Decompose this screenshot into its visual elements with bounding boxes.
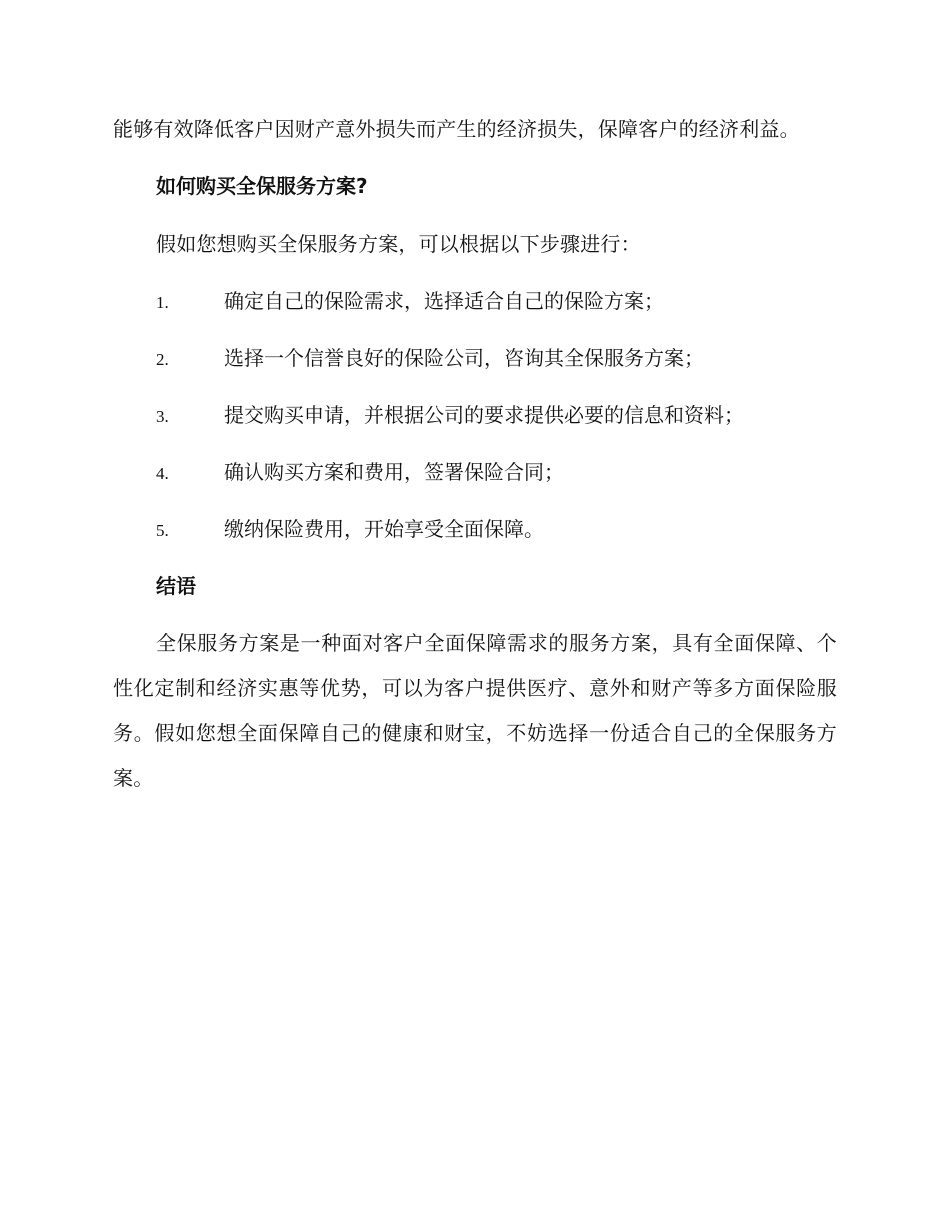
step-text: 确定自己的保险需求，选择适合自己的保险方案； (224, 289, 664, 313)
list-item (113, 507, 837, 552)
list-item (113, 336, 837, 381)
conclusion-paragraph: 全保服务方案是一种面对客户全面保障需求的服务方案，具有全面保障、个性化定制和经济实惠等优势，可以为客户提供医疗、意外和财产等多方面保险服务。假如您想全面保障自己的健康和财宝，不妨选择一份适合自己的全保服务方案。 (113, 631, 837, 790)
purchase-steps-list (113, 279, 837, 552)
section-heading-conclusion: 结语 (156, 574, 196, 598)
step-number: 1. (156, 293, 169, 312)
step-number: 3. (156, 407, 169, 426)
step-text: 选择一个信誉良好的保险公司，咨询其全保服务方案； (224, 346, 704, 370)
list-item (113, 450, 837, 495)
list-item (113, 279, 837, 324)
how-to-buy-lead: 假如您想购买全保服务方案，可以根据以下步骤进行： (156, 232, 641, 256)
step-text: 确认购买方案和费用，签署保险合同； (224, 460, 564, 484)
step-number: 2. (156, 350, 169, 369)
list-item (113, 393, 837, 438)
step-number: 5. (156, 521, 169, 540)
section-heading-how-to-buy: 如何购买全保服务方案? (156, 174, 368, 198)
step-text: 提交购买申请，并根据公司的要求提供必要的信息和资料； (224, 403, 744, 427)
step-number: 4. (156, 464, 169, 483)
step-text: 缴纳保险费用，开始享受全面保障。 (224, 517, 544, 541)
document-body (113, 107, 837, 801)
intro-paragraph: 能够有效降低客户因财产意外损失而产生的经济损失，保障客户的经济利益。 (113, 117, 800, 141)
